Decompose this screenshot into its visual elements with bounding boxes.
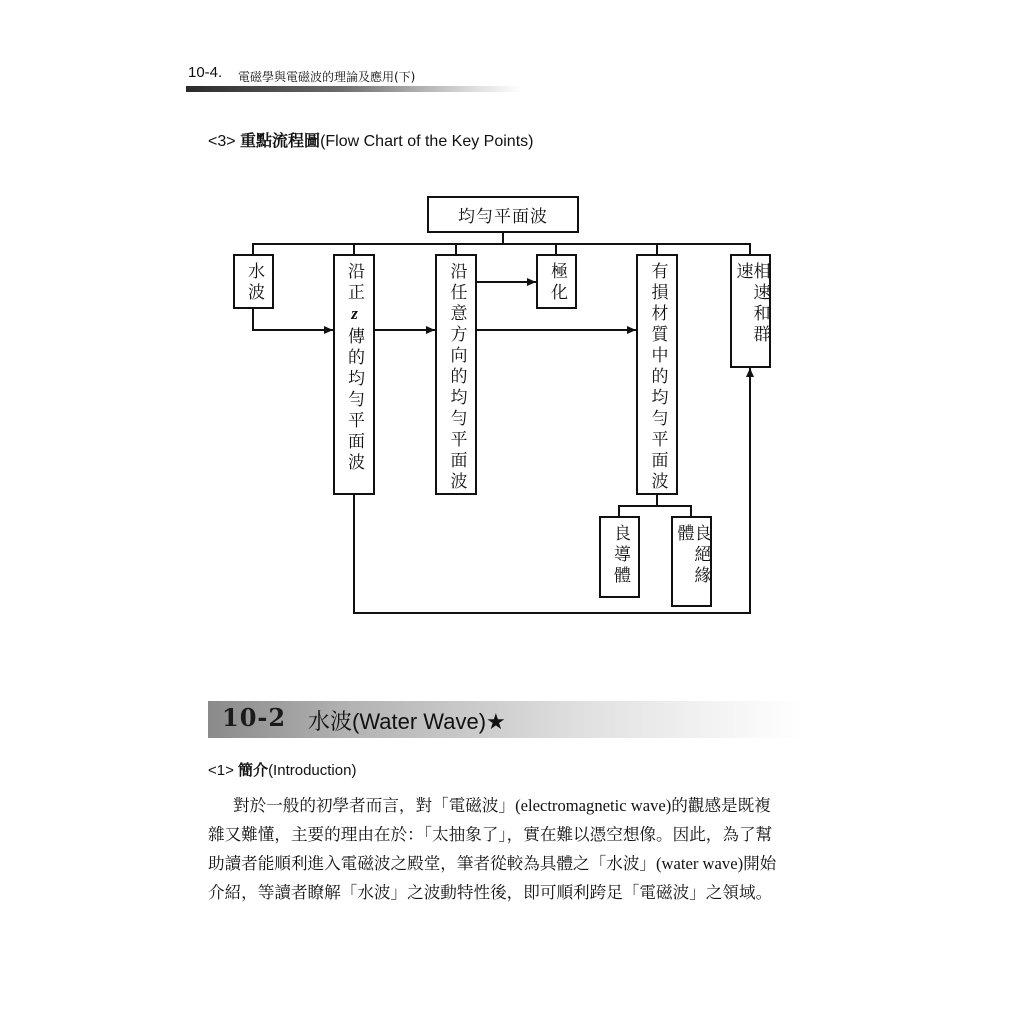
flowchart-heading-title-zh: 重點流程圖 — [240, 131, 321, 150]
header-rule — [186, 86, 522, 92]
arrow-water-to-plus-z — [253, 309, 333, 330]
node-good-conductor — [599, 516, 640, 598]
paragraph-line: 對於一般的初學者而言，對「電磁波」(electromagnetic wave)的觀感是既複 — [233, 796, 771, 815]
node-arbitrary-direction-plane-wave — [435, 254, 477, 495]
subsection-title-zh: 簡介 — [238, 761, 269, 779]
node-arbitrary-direction-label: 沿任意方向的均勻平面波 — [446, 262, 467, 493]
node-uniform-plane-wave-label: 均勻平面波 — [458, 207, 548, 227]
node-good-insulator — [671, 516, 712, 607]
chapter-title: 電磁學與電磁波的理論及應用(下) — [238, 70, 416, 84]
node-polarization — [536, 254, 577, 309]
node-plus-z-plane-wave-label — [345, 262, 363, 474]
section-title: 水波(Water Wave)★ — [308, 709, 506, 734]
node-plus-z-variable: z — [345, 304, 364, 327]
node-good-conductor-label: 良導體 — [610, 524, 630, 587]
paragraph-line: 助讀者能順利進入電磁波之殿堂，筆者從較為具體之「水波」(water wave)開始 — [208, 854, 777, 873]
paragraph-line: 介紹，等讀者瞭解「水波」之波動特性後，即可順利跨足「電磁波」之領域。 — [208, 883, 773, 902]
chapter-number: 10-4. — [188, 64, 223, 81]
node-water-wave — [233, 254, 274, 309]
node-phase-group-velocity-label: 相速和群速 — [732, 262, 770, 346]
flowchart-heading-number: <3> — [208, 133, 236, 150]
node-good-insulator-label: 良絕緣體 — [673, 524, 711, 587]
flowchart-heading-title-en: (Flow Chart of the Key Points) — [320, 133, 534, 150]
flowchart-heading — [208, 128, 533, 151]
node-plus-z-suffix: 傳的均勻平面波 — [344, 327, 364, 474]
node-lossy-material-plane-wave — [636, 254, 678, 495]
node-water-wave-label: 水波 — [244, 262, 264, 304]
node-uniform-plane-wave — [427, 196, 579, 233]
node-lossy-material-label: 有損材質中的均勻平面波 — [647, 262, 668, 493]
node-plus-z-plane-wave — [333, 254, 375, 495]
paragraph-line: 雜又難懂，主要的理由在於：「太抽象了」，實在難以憑空想像。因此，為了幫 — [208, 825, 773, 844]
section-number: 10-2 — [222, 703, 287, 732]
subsection-title-en: (Introduction) — [268, 762, 357, 779]
node-polarization-label: 極化 — [547, 262, 567, 304]
subsection-number: <1> — [208, 762, 234, 779]
subsection-heading — [208, 759, 356, 780]
node-phase-group-velocity — [730, 254, 771, 368]
node-plus-z-prefix: 沿正 — [344, 262, 364, 304]
